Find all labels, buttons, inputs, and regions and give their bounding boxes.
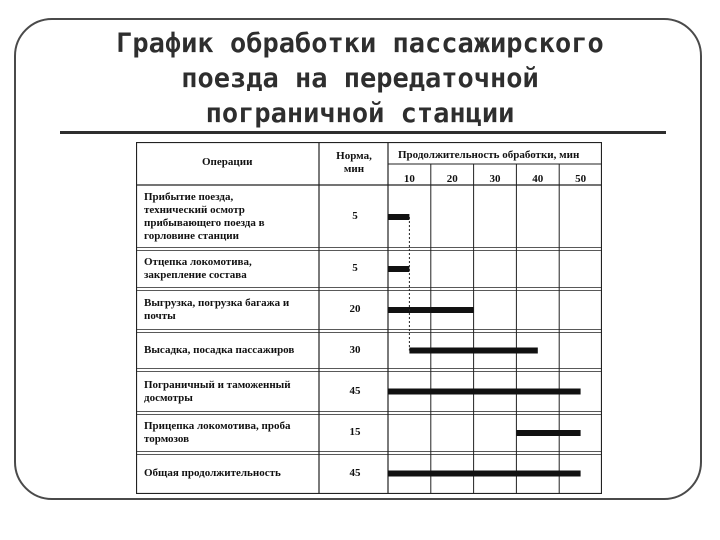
scale-tick-label: 40	[532, 173, 544, 185]
operation-label: Выгрузка, погрузка багажа и	[144, 297, 290, 309]
operation-label: Общая продолжительность	[144, 467, 281, 479]
slide-title-line-1: График обработки пассажирского	[116, 28, 604, 59]
operation-label: Отцепка локомотива,	[144, 256, 252, 268]
operation-label: тормозов	[144, 433, 190, 445]
operation-label: Пограничный и таможенный	[144, 378, 291, 391]
norm-value: 45	[349, 466, 361, 479]
column-header-operations: Операции	[202, 156, 253, 168]
norm-value: 45	[349, 384, 361, 397]
gantt-bar	[516, 430, 580, 436]
operation-label: досмотры	[144, 391, 193, 404]
norm-value: 5	[352, 210, 358, 222]
column-header-norm	[330, 150, 378, 176]
scale-tick-label: 30	[489, 173, 501, 185]
norm-value: 20	[349, 303, 361, 315]
title-underline	[60, 131, 666, 134]
operation-label: закрепление состава	[144, 269, 247, 281]
slide-title-line-2: поезда на передаточной	[181, 63, 539, 94]
gantt-bar	[409, 348, 537, 354]
gantt-bar	[388, 471, 581, 477]
operation-label: горловине станции	[144, 230, 239, 242]
gantt-bar	[388, 307, 474, 313]
operation-label: Прибытие поезда,	[144, 191, 234, 203]
slide-title-line-3: пограничной станции	[205, 98, 515, 129]
operation-label: технический осмотр	[144, 204, 245, 216]
operation-label: Прицепка локомотива, проба	[144, 420, 291, 432]
slide-title	[60, 26, 660, 131]
scale-tick-label: 20	[446, 173, 458, 185]
column-header-norm-line-1: Норма,	[336, 150, 372, 162]
gantt-bar	[388, 214, 409, 220]
scale-tick-label: 10	[403, 173, 415, 185]
gantt-bar	[388, 266, 409, 272]
norm-value: 15	[349, 426, 361, 438]
column-header-norm-line-2: мин	[343, 163, 365, 175]
column-header-duration: Продолжительность обработки, мин	[398, 149, 580, 161]
operation-label: прибывающего поезда в	[144, 217, 265, 229]
gantt-bar	[388, 389, 581, 395]
operation-label: почты	[144, 310, 176, 322]
norm-value: 5	[352, 262, 358, 274]
scale-tick-label: 50	[575, 173, 587, 185]
operation-label: Высадка, посадка пассажиров	[144, 344, 295, 356]
norm-value: 30	[349, 343, 361, 356]
